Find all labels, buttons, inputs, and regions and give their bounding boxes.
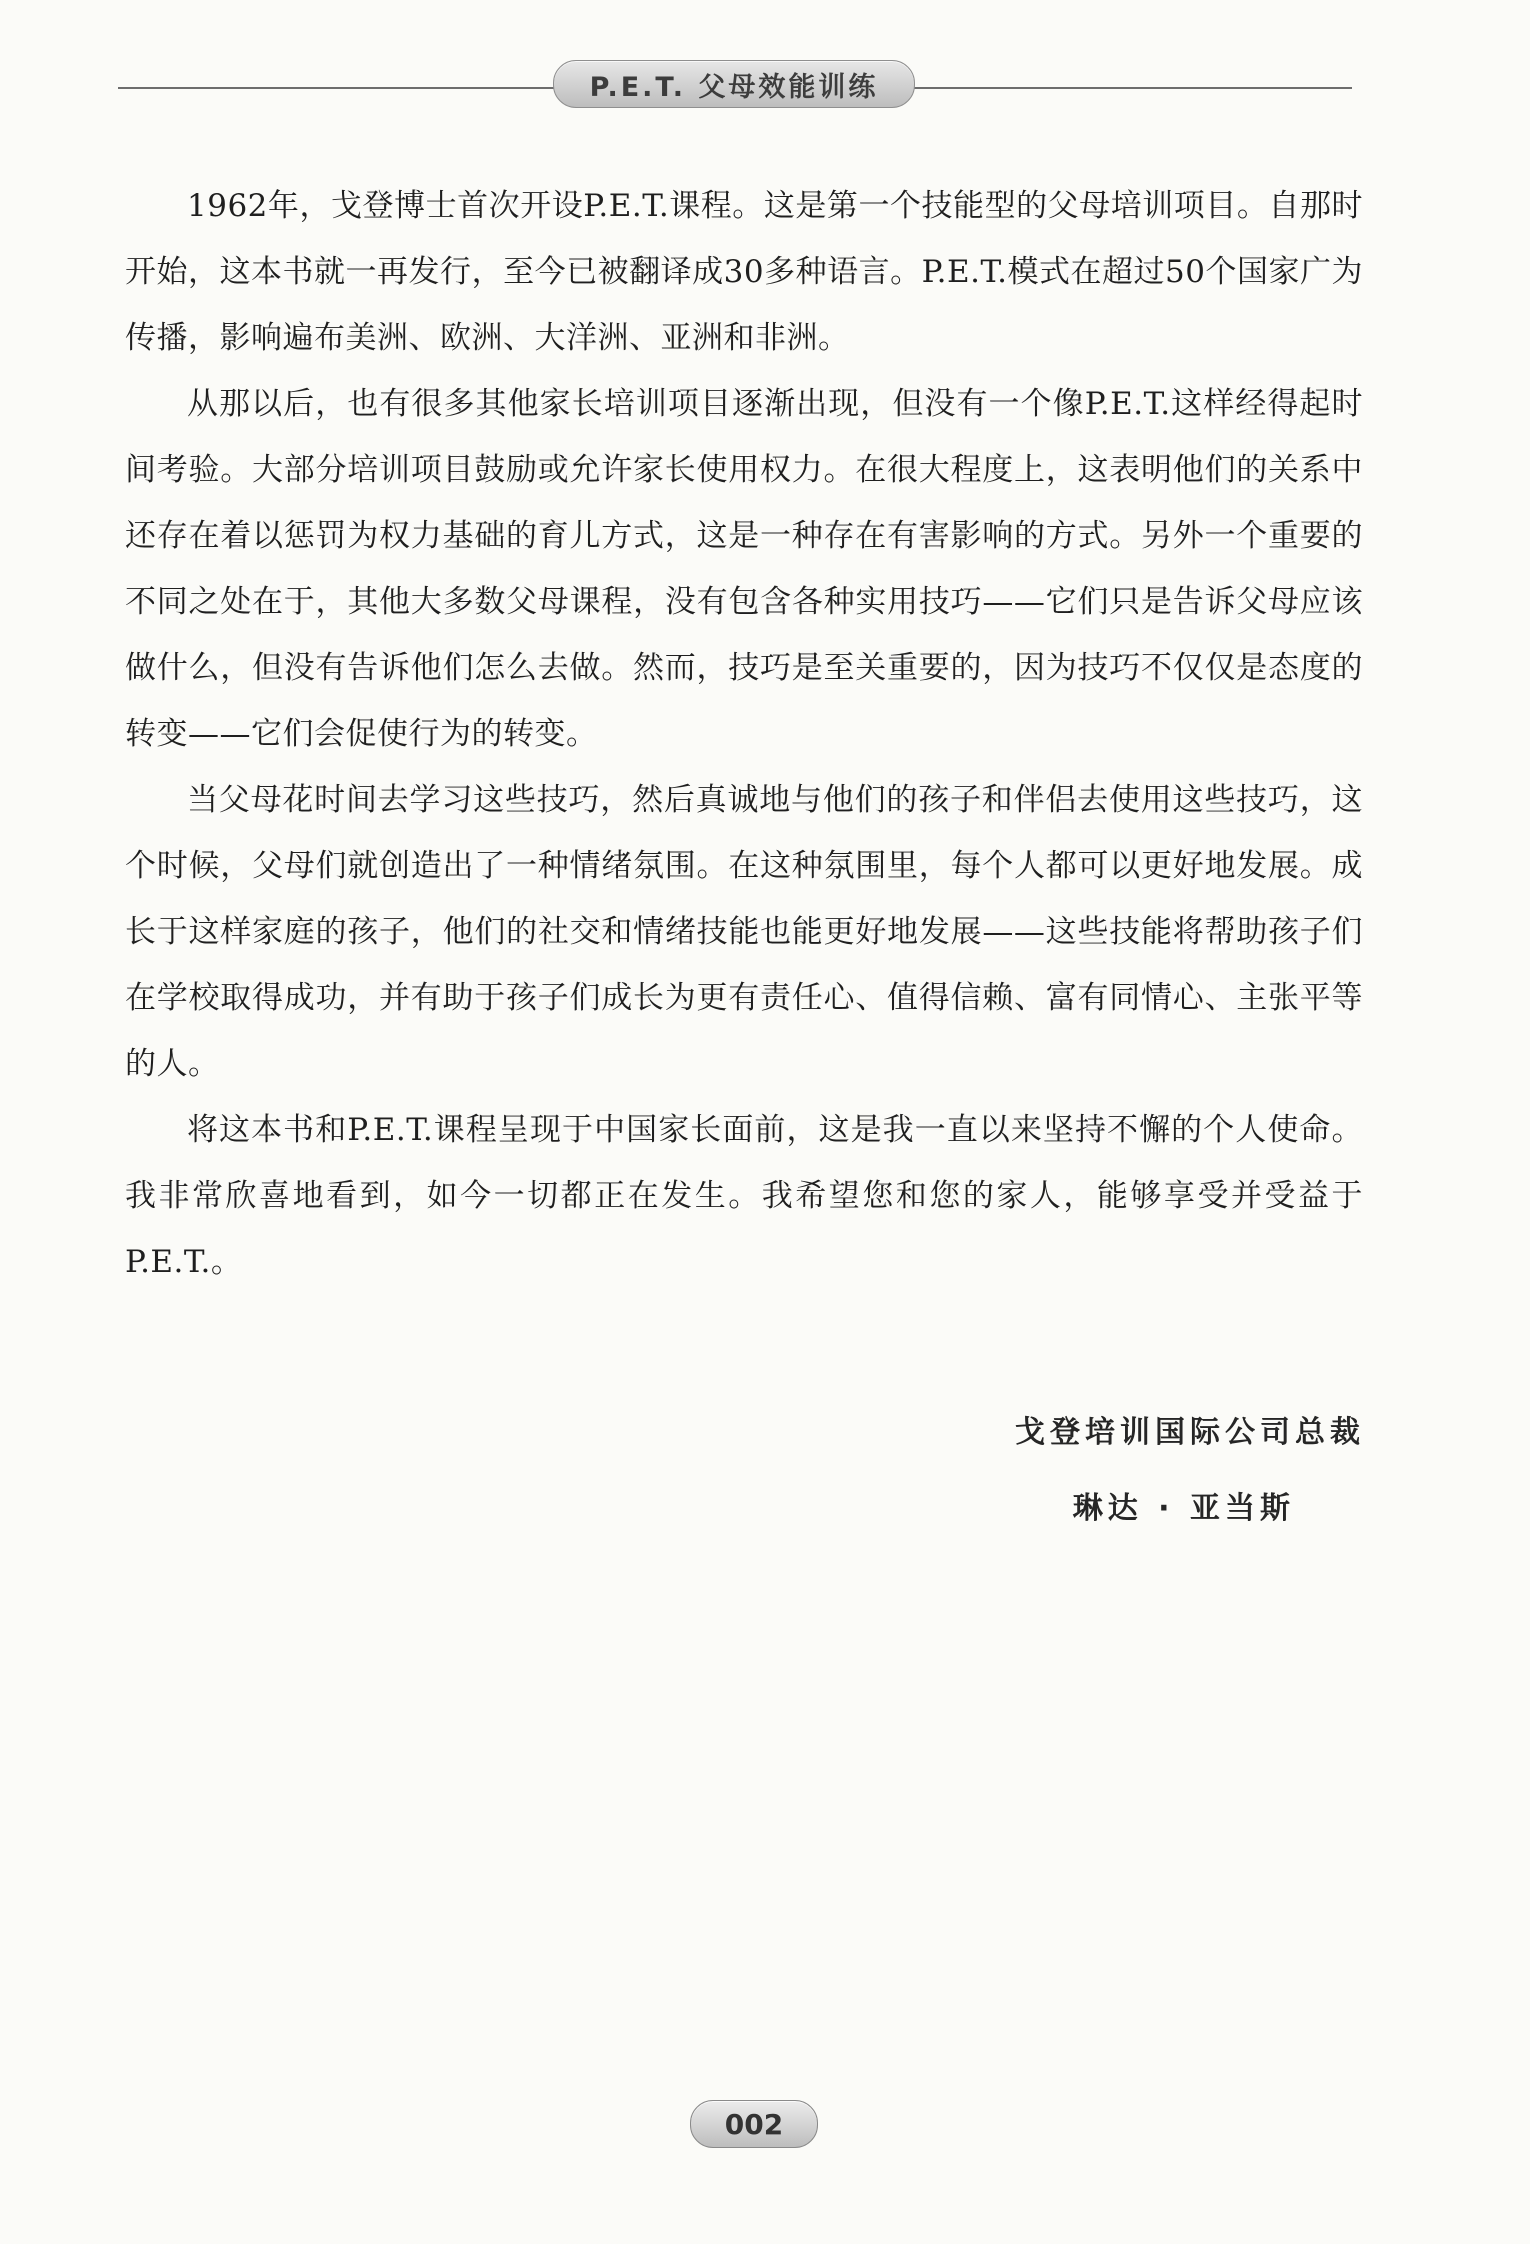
paragraph: 从那以后，也有很多其他家长培训项目逐渐出现，但没有一个像P.E.T.这样经得起时间考验。大部分培训项目鼓励或允许家长使用权力。在很大程度上，这表明他们的关系中还存在着以惩罚为权力基础的育儿方式，这是一种存在有害影响的方式。另外一个重要的不同之处在于，其他大多数父母课程，没有包含各种实用技巧——它们只是告诉父母应该做什么，但没有告诉他们怎么去做。然而，技巧是至关重要的，因为技巧不仅仅是态度的转变——它们会促使行为的转变。 xyxy=(125,386,1363,752)
paragraph: 1962年，戈登博士首次开设P.E.T.课程。这是第一个技能型的父母培训项目。自那时开始，这本书就一再发行，至今已被翻译成30多种语言。P.E.T.模式在超过50个国家广为传播，影响遍布美洲、欧洲、大洋洲、亚洲和非洲。 xyxy=(125,188,1363,356)
signature-name: 琳达 · 亚当斯 xyxy=(1072,1491,1295,1526)
body-text xyxy=(125,173,1363,1295)
page-number xyxy=(690,2100,818,2148)
running-header xyxy=(553,60,915,108)
paragraph: 当父母花时间去学习这些技巧，然后真诚地与他们的孩子和伴侣去使用这些技巧，这个时候，父母们就创造出了一种情绪氛围。在这种氛围里，每个人都可以更好地发展。成长于这样家庭的孩子，他们的社交和情绪技能也能更好地发展——这些技能将帮助孩子们在学校取得成功，并有助于孩子们成长为更有责任心、值得信赖、富有同情心、主张平等的人。 xyxy=(125,782,1363,1082)
signature-block xyxy=(865,1408,1365,1534)
signature-title: 戈登培训国际公司总裁 xyxy=(1015,1415,1365,1450)
book-title: P.E.T. 父母效能训练 xyxy=(589,71,879,103)
page-number-label: 002 xyxy=(724,2107,784,2141)
paragraph: 将这本书和P.E.T.课程呈现于中国家长面前，这是我一直以来坚持不懈的个人使命。我非常欣喜地看到，如今一切都正在发生。我希望您和您的家人，能够享受并受益于P.E.T.。 xyxy=(125,1112,1363,1280)
